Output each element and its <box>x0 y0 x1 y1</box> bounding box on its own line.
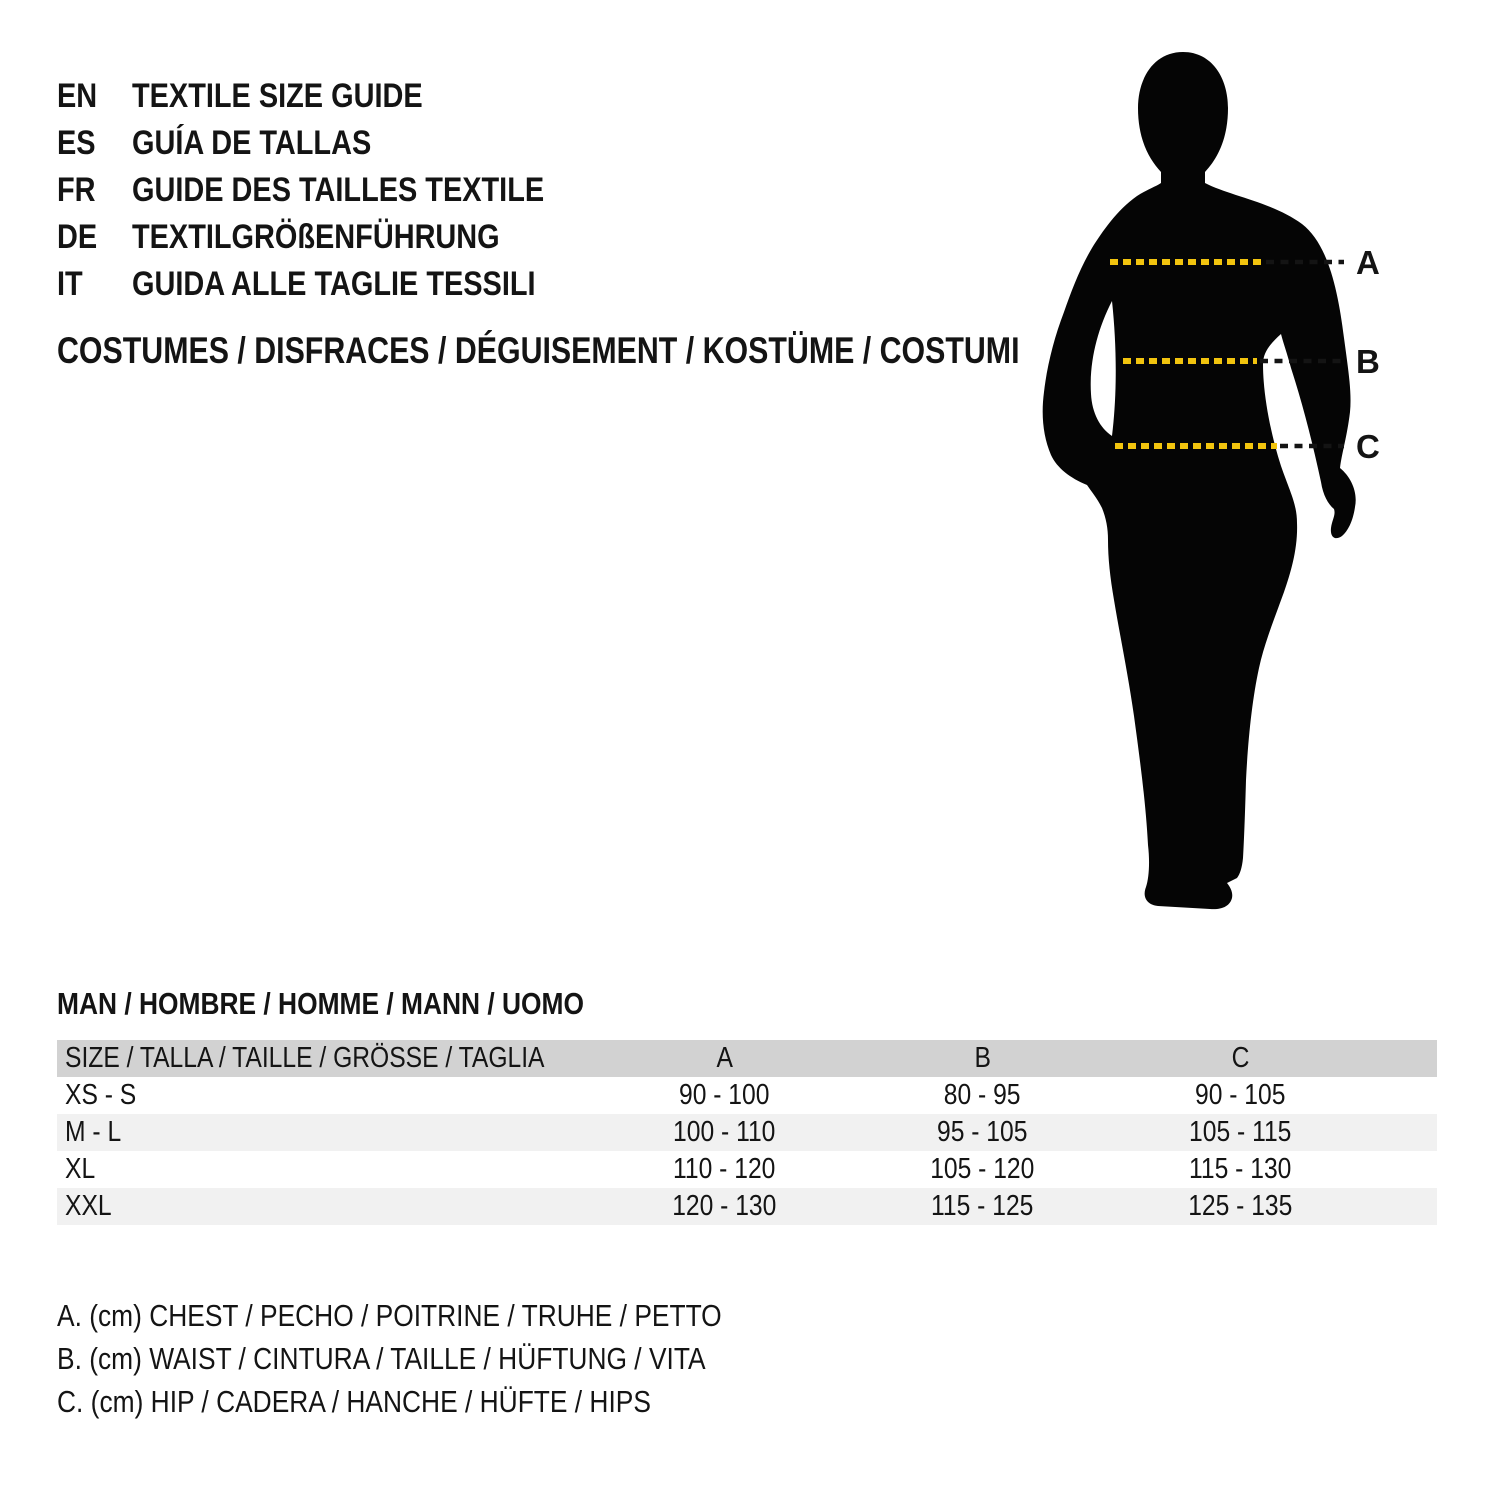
language-code: IT <box>57 265 83 303</box>
header-cell-a: A <box>715 1042 733 1074</box>
size-cell: XL <box>65 1153 96 1185</box>
language-title: GUIDE DES TAILLES TEXTILE <box>132 171 545 209</box>
measure-label-c: C <box>1356 428 1380 465</box>
size-table-header-row <box>57 1040 1437 1077</box>
language-title: TEXTILGRÖßENFÜHRUNG <box>132 218 500 256</box>
section-title-man: MAN / HOMBRE / HOMME / MANN / UOMO <box>57 986 584 1021</box>
value-cell-a: 120 - 130 <box>672 1190 777 1222</box>
value-cell-b: 80 - 95 <box>943 1079 1021 1111</box>
value-cell-b: 115 - 125 <box>931 1190 1034 1222</box>
size-cell: XS - S <box>65 1079 137 1111</box>
language-row-it <box>57 261 617 308</box>
language-title-block <box>57 73 617 308</box>
language-title: GUÍA DE TALLAS <box>132 124 372 162</box>
value-cell-b: 95 - 105 <box>937 1116 1028 1148</box>
value-cell-c: 115 - 130 <box>1189 1153 1292 1185</box>
size-cell: M - L <box>65 1116 122 1148</box>
language-row-es <box>57 120 617 167</box>
size-cell: XXL <box>65 1190 112 1222</box>
table-row-xxl <box>57 1188 1437 1225</box>
language-code: ES <box>57 124 96 162</box>
language-row-de <box>57 214 617 261</box>
table-row-xs-s <box>57 1077 1437 1114</box>
header-cell-c: C <box>1231 1042 1250 1074</box>
man-silhouette <box>1043 52 1356 909</box>
value-cell-a: 100 - 110 <box>673 1116 776 1148</box>
language-title: TEXTILE SIZE GUIDE <box>132 77 423 115</box>
legend-line-hip: C. (cm) HIP / CADERA / HANCHE / HÜFTE / HIPS <box>57 1384 651 1419</box>
language-code: DE <box>57 218 98 256</box>
value-cell-c: 125 - 135 <box>1188 1190 1293 1222</box>
value-cell-a: 90 - 100 <box>678 1079 770 1111</box>
value-cell-b: 105 - 120 <box>930 1153 1035 1185</box>
language-row-fr <box>57 167 617 214</box>
language-title: GUIDA ALLE TAGLIE TESSILI <box>132 265 536 303</box>
table-row-xl <box>57 1151 1437 1188</box>
legend-line-chest: A. (cm) CHEST / PECHO / POITRINE / TRUHE / PETTO <box>57 1298 722 1333</box>
size-table <box>57 1040 1437 1225</box>
legend-line-waist: B. (cm) WAIST / CINTURA / TAILLE / HÜFTUNG / VITA <box>57 1341 706 1376</box>
language-row-en <box>57 73 617 120</box>
value-cell-c: 90 - 105 <box>1195 1079 1286 1111</box>
value-cell-c: 105 - 115 <box>1189 1116 1292 1148</box>
measure-label-a: A <box>1356 244 1380 281</box>
category-line: COSTUMES / DISFRACES / DÉGUISEMENT / KOSTÜME / COSTUMI <box>57 330 1020 371</box>
header-cell-b: B <box>974 1042 991 1074</box>
table-row-m-l <box>57 1114 1437 1151</box>
measure-label-b: B <box>1356 343 1380 380</box>
measurement-legend <box>57 1294 839 1423</box>
header-cell-size: SIZE / TALLA / TAILLE / GRÖSSE / TAGLIA <box>65 1042 545 1074</box>
language-code: FR <box>57 171 96 209</box>
value-cell-a: 110 - 120 <box>673 1153 776 1185</box>
language-code: EN <box>57 77 98 115</box>
man-silhouette-figure <box>1020 30 1400 930</box>
